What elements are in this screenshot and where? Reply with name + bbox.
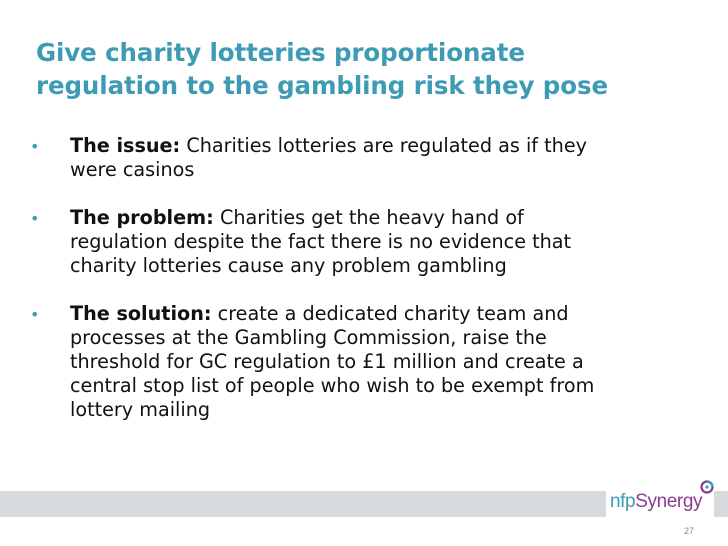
logo-wordmark <box>610 492 702 512</box>
title-line-2: regulation to the gambling risk they pose <box>36 71 608 100</box>
logo-nfp: nfp <box>610 491 636 512</box>
bullet-line: processes at the Gambling Commission, raise the <box>70 326 547 349</box>
bullet-issue <box>30 134 680 182</box>
bullet-solution <box>30 302 680 422</box>
slide-title <box>36 36 696 102</box>
bullet-lead: The solution: <box>70 302 212 325</box>
bullet-line: regulation despite the fact there is no evidence that <box>70 230 572 253</box>
synergy-swirl-icon <box>699 479 715 495</box>
bullet-line-text: create a dedicated charity team and <box>217 302 569 325</box>
bullet-dot-icon: • <box>30 209 40 228</box>
bullet-line <box>70 134 680 158</box>
bullet-text <box>70 302 680 422</box>
bullet-line: were casinos <box>70 158 195 181</box>
bullet-line <box>70 302 680 326</box>
bullet-line-text: Charities get the heavy hand of <box>219 206 524 229</box>
bullet-text <box>70 206 680 278</box>
bullet-text <box>70 134 680 182</box>
bullet-line-text: Charities lotteries are regulated as if they <box>186 134 587 157</box>
bullet-line: central stop list of people who wish to be exempt from <box>70 374 595 397</box>
bullet-line: threshold for GC regulation to £1 million and create a <box>70 350 584 373</box>
title-line-1: Give charity lotteries proportionate <box>36 38 525 67</box>
page-number: 27 <box>684 526 695 536</box>
bullet-problem <box>30 206 680 278</box>
bullet-line: charity lotteries cause any problem gambling <box>70 254 507 277</box>
bullet-line: lottery mailing <box>70 398 211 421</box>
bullet-lead: The issue: <box>70 134 181 157</box>
nfpsynergy-logo <box>606 478 714 520</box>
bullet-lead: The problem: <box>70 206 214 229</box>
logo-synergy: Synergy <box>635 491 703 512</box>
bullet-line <box>70 206 680 230</box>
bullet-dot-icon: • <box>30 137 40 156</box>
bullet-list <box>30 134 680 446</box>
bullet-dot-icon: • <box>30 305 40 324</box>
